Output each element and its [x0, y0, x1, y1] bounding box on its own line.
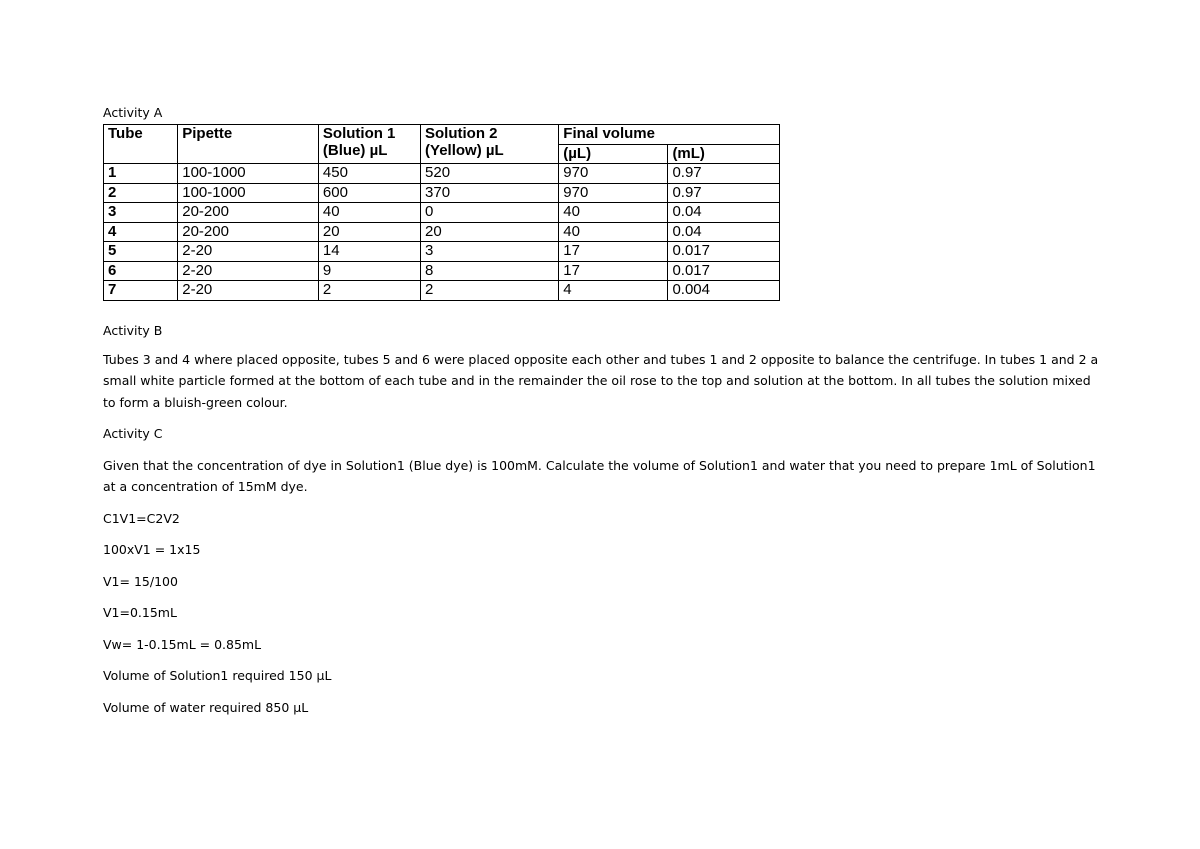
equation-line: V1=0.15mL: [103, 605, 177, 620]
cell-solution2: 2: [421, 281, 559, 301]
activity-a-heading: Activity A: [103, 105, 163, 120]
cell-tube: 6: [104, 261, 178, 281]
header-unit-ml: (mL): [668, 144, 780, 164]
cell-final-ml: 0.004: [668, 281, 780, 301]
cell-pipette: 100-1000: [178, 164, 319, 184]
cell-final-ul: 40: [559, 222, 668, 242]
cell-tube: 4: [104, 222, 178, 242]
cell-pipette: 2-20: [178, 281, 319, 301]
result-solution1: Volume of Solution1 required 150 µL: [103, 668, 332, 683]
header-solution1-line1: Solution 1: [322, 125, 396, 142]
cell-solution1: 20: [318, 222, 420, 242]
cell-final-ml: 0.97: [668, 183, 780, 203]
cell-tube: 2: [104, 183, 178, 203]
cell-tube: 1: [104, 164, 178, 184]
table-row: [104, 242, 780, 262]
results-table: [103, 124, 780, 301]
table-header-row: [104, 125, 780, 145]
table-row: [104, 183, 780, 203]
cell-solution1: 40: [318, 203, 420, 223]
cell-pipette: 100-1000: [178, 183, 319, 203]
cell-solution2: 520: [421, 164, 559, 184]
table-row: [104, 281, 780, 301]
activity-b-heading: Activity B: [103, 322, 163, 338]
cell-final-ul: 17: [559, 242, 668, 262]
document-page: [103, 104, 1103, 718]
cell-final-ml: 0.017: [668, 242, 780, 262]
equation-line: C1V1=C2V2: [103, 510, 180, 526]
header-solution2-line1: Solution 2: [425, 125, 498, 142]
header-solution2: [421, 125, 559, 164]
header-solution1-line2: (Blue) µL: [322, 142, 388, 159]
cell-final-ml: 0.04: [668, 203, 780, 223]
activity-c-question: Given that the concentration of dye in Solution1 (Blue dye) is 100mM. Calculate the volume of Solution1 and water that you need to prepare 1mL of Solution1 at a concentration of 15mM dye.: [103, 457, 1096, 494]
cell-solution1: 600: [318, 183, 420, 203]
table-row: [104, 203, 780, 223]
cell-final-ul: 970: [559, 164, 668, 184]
cell-final-ul: 40: [559, 203, 668, 223]
cell-solution2: 20: [421, 222, 559, 242]
activity-c-heading: Activity C: [103, 426, 163, 441]
cell-final-ul: 17: [559, 261, 668, 281]
cell-solution2: 0: [421, 203, 559, 223]
equation-line: 100xV1 = 1x15: [103, 542, 201, 557]
cell-pipette: 2-20: [178, 242, 319, 262]
cell-final-ml: 0.017: [668, 261, 780, 281]
cell-tube: 3: [104, 203, 178, 223]
header-tube: Tube: [104, 125, 178, 164]
cell-solution1: 2: [318, 281, 420, 301]
activity-b-text: Tubes 3 and 4 where placed opposite, tubes 5 and 6 were placed opposite each other and tubes 1 and 2 opposite to balance the centrifuge. In tubes 1 and 2 a small white particle formed at the bottom of each tube and in the remainder the oil rose to the top and solution at the bottom. In all tubes the solution mixed to form a bluish-green colour.: [103, 351, 1099, 410]
header-final-volume: Final volume: [559, 125, 780, 145]
cell-solution2: 370: [421, 183, 559, 203]
cell-final-ml: 0.97: [668, 164, 780, 184]
cell-solution1: 450: [318, 164, 420, 184]
cell-solution2: 8: [421, 261, 559, 281]
cell-pipette: 2-20: [178, 261, 319, 281]
header-unit-ul: (µL): [559, 144, 668, 164]
header-pipette: Pipette: [178, 125, 319, 164]
cell-solution2: 3: [421, 242, 559, 262]
cell-final-ul: 4: [559, 281, 668, 301]
equation-line: Vw= 1-0.15mL = 0.85mL: [103, 636, 262, 652]
cell-solution1: 14: [318, 242, 420, 262]
header-solution1: [318, 125, 420, 164]
cell-pipette: 20-200: [178, 203, 319, 223]
header-solution2-line2: (Yellow) µL: [425, 142, 504, 159]
equation-line: V1= 15/100: [103, 573, 178, 589]
cell-final-ml: 0.04: [668, 222, 780, 242]
cell-tube: 5: [104, 242, 178, 262]
cell-solution1: 9: [318, 261, 420, 281]
table-row: [104, 261, 780, 281]
result-water: Volume of water required 850 µL: [103, 699, 309, 715]
cell-pipette: 20-200: [178, 222, 319, 242]
table-row: [104, 164, 780, 184]
cell-final-ul: 970: [559, 183, 668, 203]
table-row: [104, 222, 780, 242]
cell-tube: 7: [104, 281, 178, 301]
